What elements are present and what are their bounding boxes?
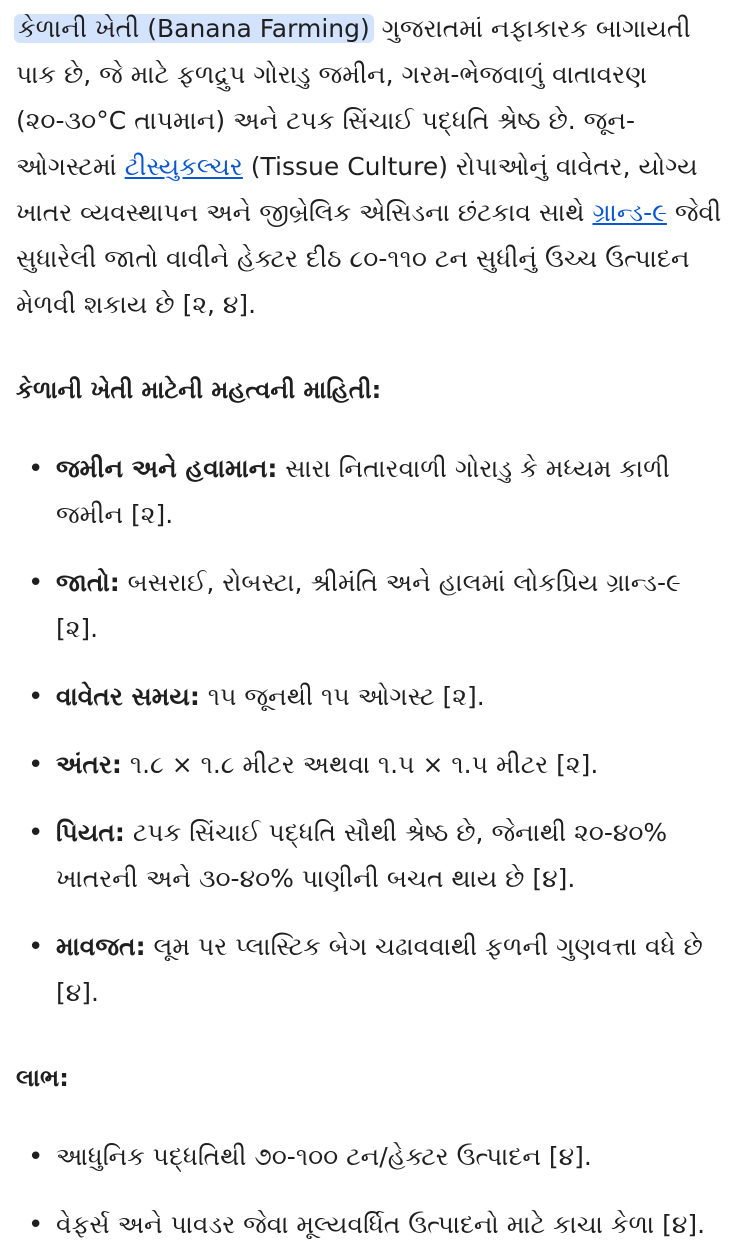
tissue-culture-link[interactable]: ટીસ્યુકલ્ચર — [124, 152, 243, 181]
list-item — [16, 674, 725, 720]
intro-text-2: (Tissue Culture) રોપાઓનું વાવેતર, યોગ્ય ખાતર વ્યવસ્થાપન અને જીબ્રેલિક એસિડના છંટકાવ સાથે — [16, 152, 698, 227]
list-item: • આધુનિક પદ્ધતિથી ૭૦-૧૦૦ ટન/હેક્ટર ઉત્પાદન [૪]. — [16, 1134, 725, 1180]
fact-label: વાવેતર સમય: — [56, 682, 200, 711]
list-item — [16, 924, 725, 1016]
intro-text-3: જેવી સુધારેલી જાતો વાવીને હેક્ટર દીઠ ૮૦-૧૧૦ ટન સુધીનું ઉચ્ચ ઉત્પાદન મેળવી શકાય છે [૨, ૪]. — [16, 198, 722, 319]
grand-9-link[interactable]: ગ્રાન્ડ-૯ — [592, 198, 667, 227]
intro-text-1: ગુજરાતમાં નફાકારક બાગાયતી પાક છે, જે માટે ફળદ્રુપ ગોરાડુ જમીન, ગરમ-ભેજવાળું વાતાવરણ (૨૦-૩૦°C તાપમાન) અને ટપક સિંચાઈ પદ્ધતિ શ્રેષ્ઠ છે. જૂન-ઓગસ્ટમાં — [16, 14, 691, 181]
fact-text: લૂમ પર પ્લાસ્ટિક બેગ ચઢાવવાથી ફળની ગુણવત્તા વધે છે [૪]. — [56, 932, 703, 1007]
list-item — [16, 742, 725, 788]
list-item — [16, 810, 725, 902]
fact-text: ટપક સિંચાઈ પદ્ધતિ સૌથી શ્રેષ્ઠ છે, જેનાથી ૨૦-૪૦% ખાતરની અને ૩૦-૪૦% પાણીની બચત થાય છે [૪]. — [56, 818, 668, 893]
fact-label: પિયત: — [56, 818, 125, 847]
highlighted-term[interactable]: કેળાની ખેતી (Banana Farming) — [14, 14, 374, 43]
intro-paragraph — [16, 6, 725, 328]
fact-text: ૧૫ જૂનથી ૧૫ ઓગસ્ટ [૨]. — [199, 682, 485, 711]
fact-label: જાતો: — [56, 568, 120, 597]
list-item — [16, 446, 725, 538]
list-item: • વેફર્સ અને પાવડર જેવા મૂલ્યવર્ધિત ઉત્પાદનો માટે કાચા કેળા [૪]. — [16, 1202, 725, 1248]
fact-text: ૧.૮ × ૧.૮ મીટર અથવા ૧.૫ × ૧.૫ મીટર [૨]. — [121, 750, 599, 779]
benefits-list — [16, 1134, 725, 1248]
fact-label: માવજત: — [56, 932, 146, 961]
benefits-heading: લાભ: — [16, 1064, 69, 1092]
fact-label: જમીન અને હવામાન: — [56, 454, 278, 483]
fact-text: બસરાઈ, રોબસ્ટા, શ્રીમંતિ અને હાલમાં લોકપ્રિય ગ્રાન્ડ-૯ [૨]. — [56, 568, 681, 643]
facts-list — [16, 446, 725, 1016]
fact-label: અંતર: — [56, 750, 122, 779]
fact-text: સારા નિતારવાળી ગોરાડુ કે મધ્યમ કાળી જમીન [૨]. — [56, 454, 670, 529]
facts-heading: કેળાની ખેતી માટેની મહત્વની માહિતી: — [16, 376, 382, 404]
list-item — [16, 560, 725, 652]
